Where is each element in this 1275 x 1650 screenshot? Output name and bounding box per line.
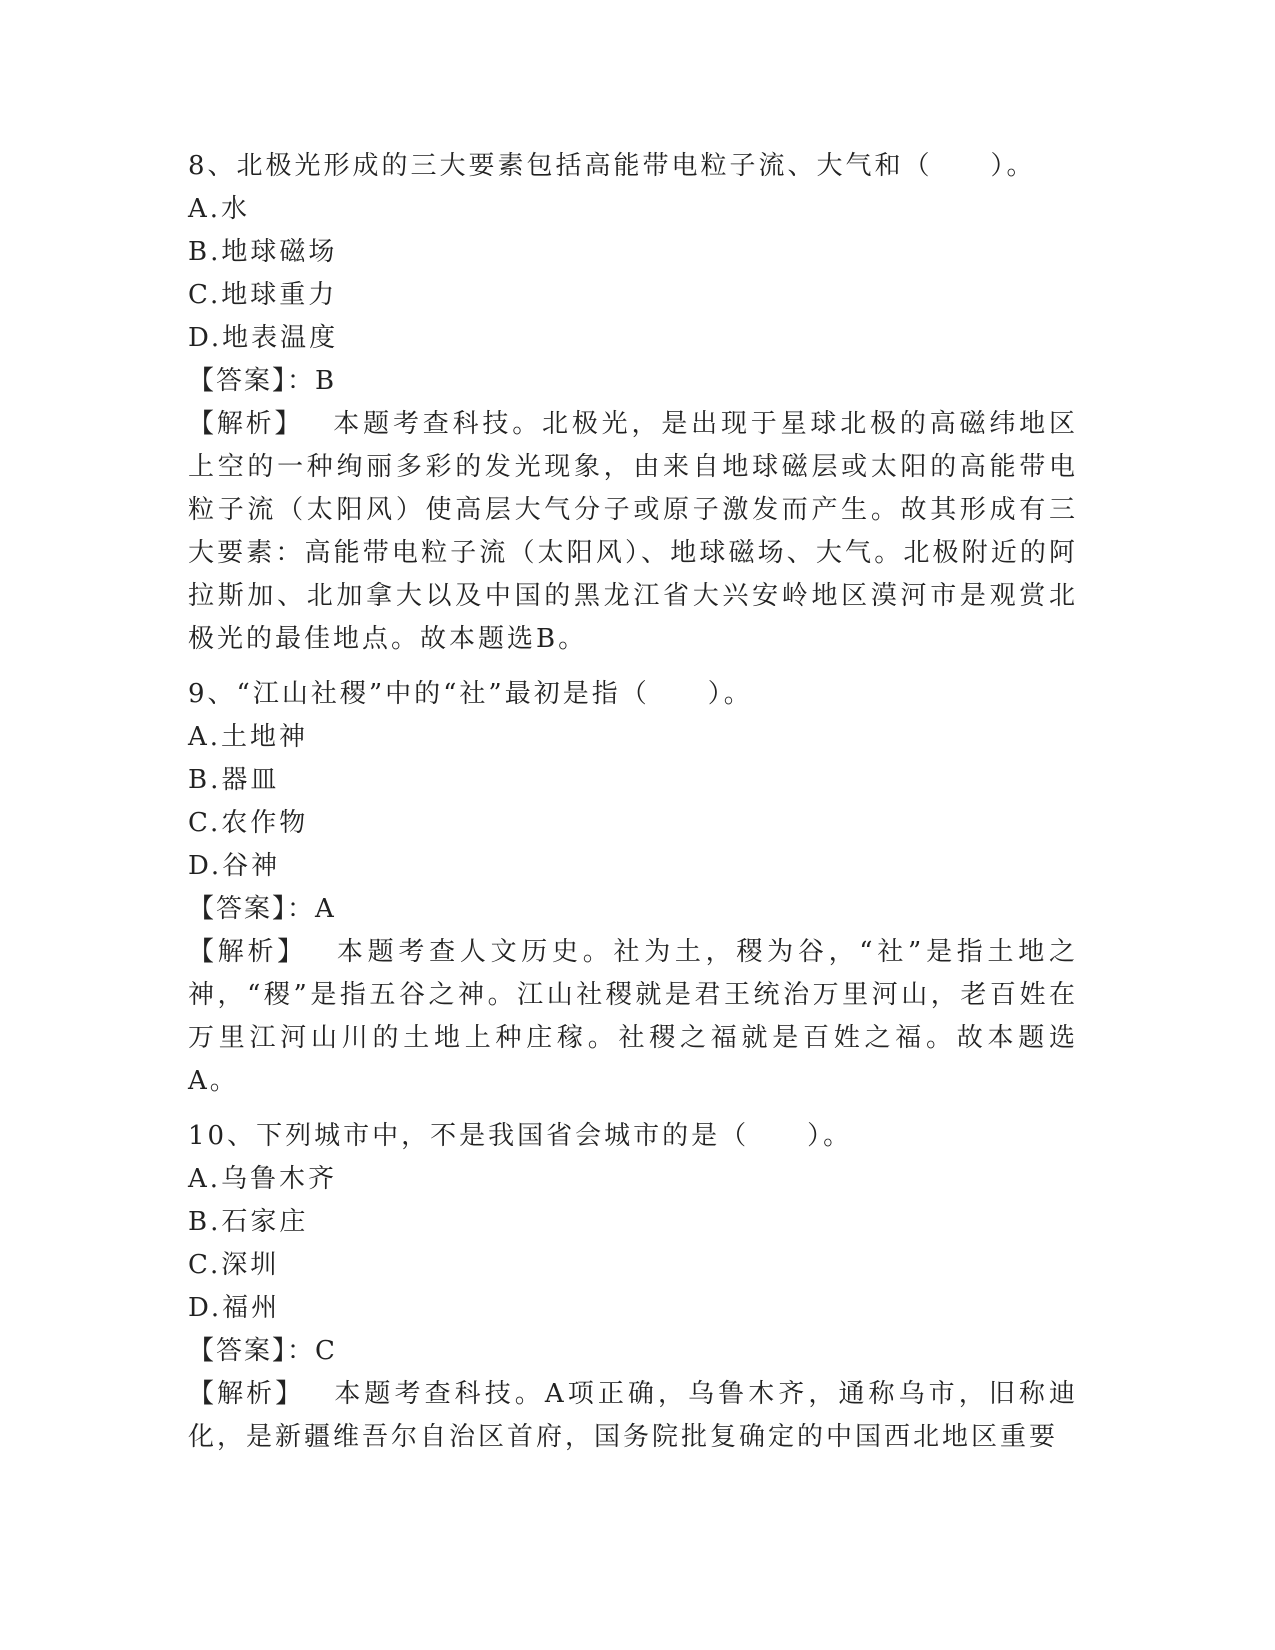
answer-value: C: [315, 1336, 338, 1366]
analysis-label: 【解析】: [188, 409, 304, 439]
analysis-paragraph: [188, 1373, 1078, 1459]
option-c: C.地球重力: [188, 280, 338, 310]
analysis-text: 本题考查科技。北极光，是出现于星球北极的高磁纬地区上空的一种绚丽多彩的发光现象，由来自地球磁层或太阳的高能带电粒子流（太阳风）使高层大气分子或原子激发而产生。故其形成有三大要素：高能带电粒子流（太阳风）、地球磁场、大气。北极附近的阿拉斯加、北加拿大以及中国的黑龙江省大兴安岭地区漠河市是观赏北极光的最佳地点。故本题选B。: [188, 409, 1078, 654]
question-block-10: [188, 1115, 1088, 1459]
question-block-8: [188, 145, 1088, 661]
analysis-text: 本题考查科技。A项正确，乌鲁木齐，通称乌市，旧称迪化，是新疆维吾尔自治区首府，国务院批复确定的中国西北地区重要: [188, 1379, 1078, 1452]
question-block-9: [188, 673, 1088, 1103]
answer-value: A: [315, 894, 337, 924]
question-text: 9、“江山社稷”中的“社”最初是指（ ）。: [188, 679, 753, 709]
option-c: C.深圳: [188, 1250, 280, 1280]
analysis-label: 【解析】: [188, 937, 307, 967]
option-b: B.器皿: [188, 765, 280, 795]
answer-label: 【答案】：: [188, 1336, 316, 1366]
option-a: A.水: [188, 194, 251, 224]
answer-label: 【答案】：: [188, 894, 316, 924]
option-b: B.地球磁场: [188, 237, 338, 267]
answer-line: [188, 360, 1088, 403]
option-c: C.农作物: [188, 808, 309, 838]
answer-line: [188, 1330, 1088, 1373]
question-text: 8、北极光形成的三大要素包括高能带电粒子流、大气和（ ）。: [188, 151, 1036, 181]
option-d: D.地表温度: [188, 323, 339, 353]
analysis-paragraph: [188, 931, 1078, 1103]
answer-label: 【答案】：: [188, 366, 316, 396]
option-a: A.土地神: [188, 722, 309, 752]
analysis-label: 【解析】: [188, 1379, 305, 1409]
option-d: D.福州: [188, 1293, 281, 1323]
document-page: [188, 145, 1088, 1459]
question-text: 10、下列城市中，不是我国省会城市的是（ ）。: [188, 1121, 853, 1151]
answer-line: [188, 888, 1088, 931]
analysis-text: 本题考查人文历史。社为土，稷为谷，“社”是指土地之神，“稷”是指五谷之神。江山社稷就是君王统治万里河山，老百姓在万里江河山川的土地上种庄稼。社稷之福就是百姓之福。故本题选A。: [188, 937, 1078, 1096]
option-d: D.谷神: [188, 851, 281, 881]
answer-value: B: [315, 366, 338, 396]
analysis-paragraph: [188, 403, 1078, 661]
option-a: A.乌鲁木齐: [188, 1164, 338, 1194]
option-b: B.石家庄: [188, 1207, 309, 1237]
